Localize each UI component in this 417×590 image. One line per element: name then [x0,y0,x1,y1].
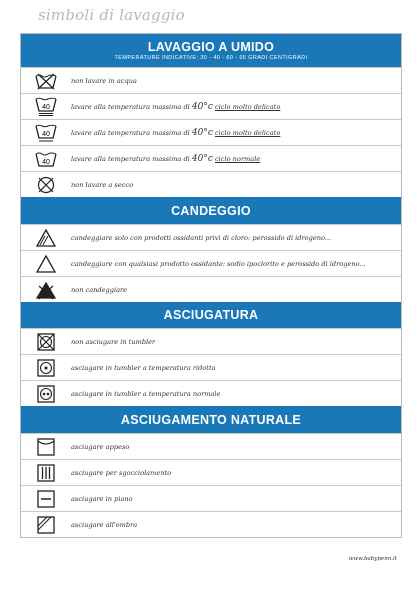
section-header-tumble-drying [21,302,401,328]
list-item [21,224,401,250]
row-text: candeggiare solo con prodotti ossidanti privi di cloro: perossido di idrogeno... [71,233,332,242]
list-item [21,119,401,145]
tumble-dry-low-icon [21,358,71,378]
list-item [21,145,401,171]
row-text: non lavare a secco [71,180,134,189]
svg-text:40: 40 [42,103,50,111]
no-bleach-icon [21,280,71,300]
row-text: asciugare appeso [71,442,130,451]
row-text: asciugare in tumbler a temperatura ridotta [71,363,216,372]
row-text: non candeggiare [71,285,128,294]
no-wash-icon [21,72,71,90]
oxygen-bleach-icon [21,228,71,248]
row-text: asciugare in piano [71,494,133,503]
care-symbols-sheet [20,33,402,538]
list-item [21,485,401,511]
list-item [21,276,401,302]
list-item [21,354,401,380]
page-title: simboli di lavaggio [38,6,185,24]
section-title: CANDEGGIO [171,203,251,218]
section-title: LAVAGGIO A UMIDO [147,40,275,54]
section-title: ASCIUGATURA [163,308,259,322]
list-item [21,93,401,119]
tumble-dry-normal-icon [21,384,71,404]
section-title: ASCIUGAMENTO NATURALE [120,412,302,427]
list-item [21,380,401,406]
row-text: asciugare all'ombra [71,520,138,529]
section-header-washing [21,34,401,67]
row-text: non asciugare in tumbler [71,337,156,346]
list-item [21,171,401,197]
row-text: lavare alla temperatura massima di 40°c ciclo molto delicato [71,127,281,138]
row-text: non lavare in acqua [71,76,137,85]
line-dry-icon [21,437,71,457]
wash-40-normal-icon [21,150,71,168]
row-text: candeggiare con qualsiasi prodotto ossidante: sodio ipoclorito e perossido di idrogeno... [71,259,366,268]
list-item [21,511,401,537]
drip-dry-icon [21,463,71,483]
no-tumble-dry-icon [21,332,71,352]
any-bleach-icon [21,254,71,274]
row-text: lavare alla temperatura massima di 40°c ciclo normale [71,153,261,164]
wash-40-delicate-icon [21,123,71,143]
section-header-natural-drying [21,406,401,433]
list-item [21,459,401,485]
dry-in-shade-icon [21,515,71,535]
list-item [21,328,401,354]
svg-text:40: 40 [42,130,50,138]
list-item [21,433,401,459]
list-item [21,250,401,276]
list-item [21,67,401,93]
row-text: asciugare in tumbler a temperatura normale [71,389,221,398]
section-header-bleaching [21,197,401,224]
section-subtitle: TEMPERATURE INDICATIVE: 30 - 40 - 60 - 95 GRADI CENTIGRADI [114,55,308,61]
row-text: asciugare per sgocciolamento [71,468,172,477]
dry-flat-icon [21,489,71,509]
svg-text:40: 40 [42,158,50,166]
footer-website: www.babypenn.it [348,556,397,562]
no-dry-clean-icon [21,175,71,195]
row-text: lavare alla temperatura massima di 40°c ciclo molto delicato [71,101,281,112]
wash-40-very-delicate-icon [21,97,71,117]
